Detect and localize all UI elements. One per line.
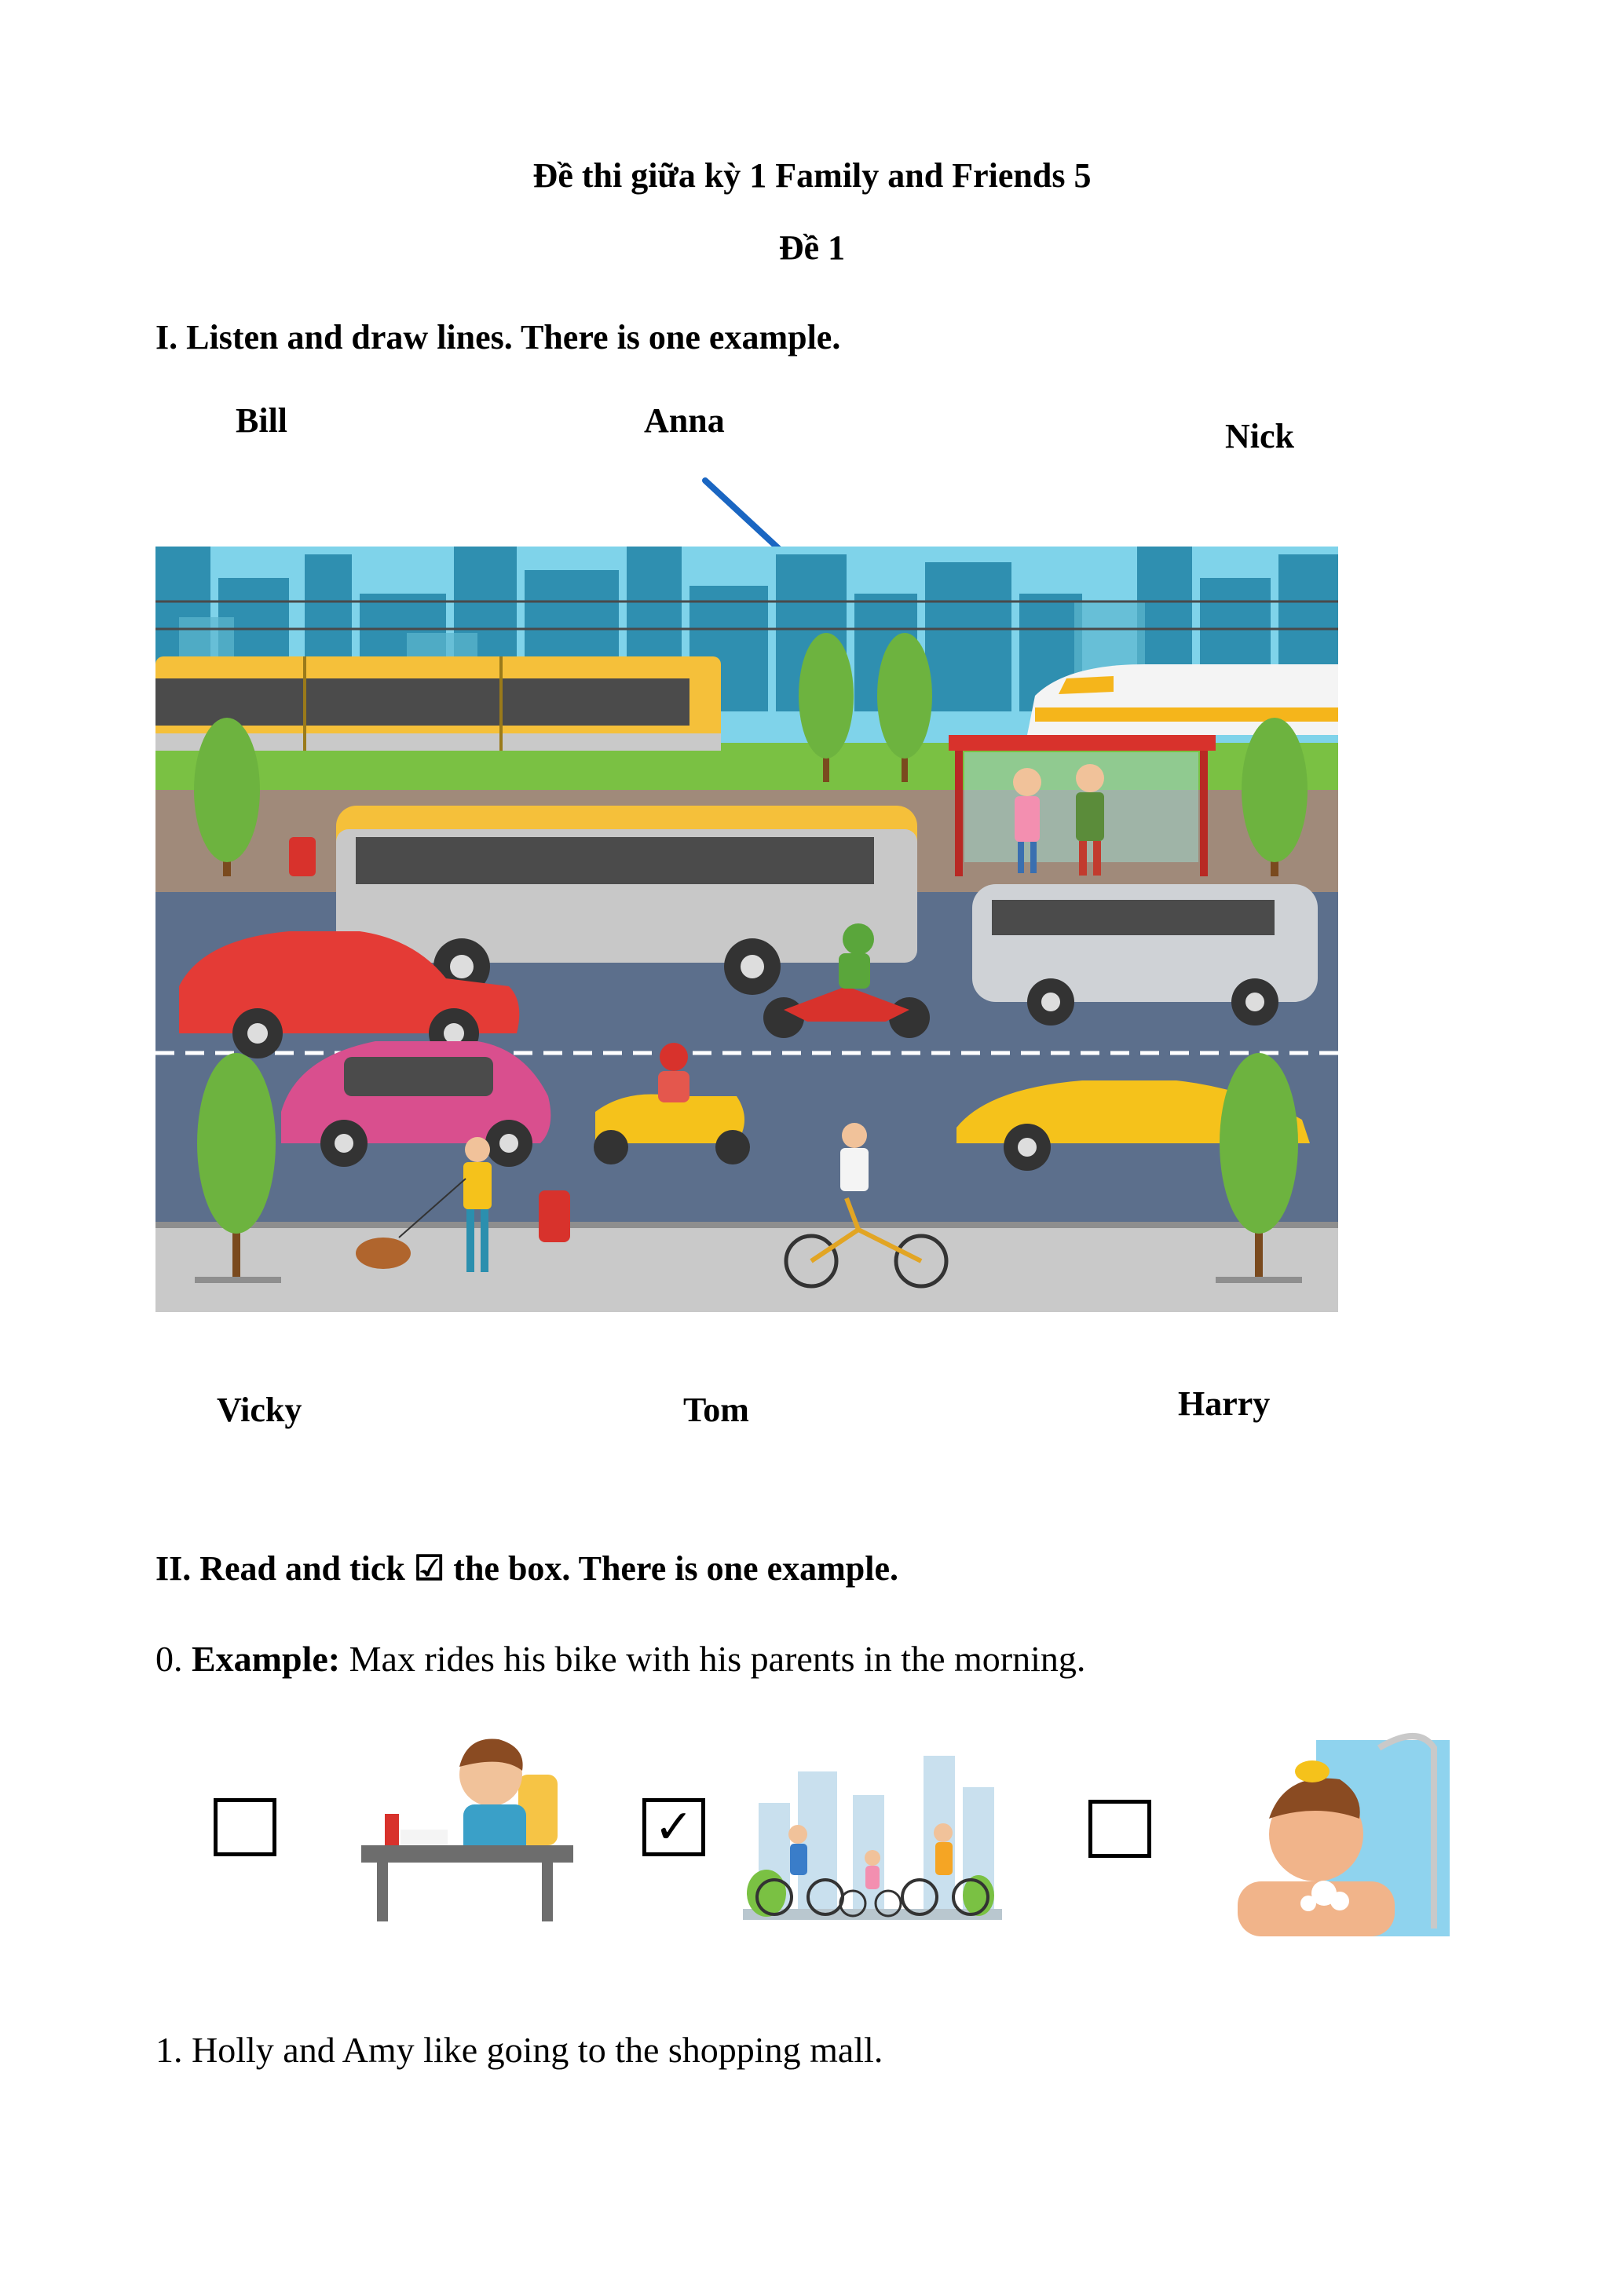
section-2-heading: II. Read and tick ☑ the box. There is one example. — [155, 1549, 898, 1588]
document-subtitle: Đề 1 — [778, 229, 846, 267]
example-sentence: Max rides his bike with his parents in the morning. — [349, 1639, 1086, 1679]
family-riding-bikes-picture — [743, 1756, 1002, 1929]
option-c-checkbox[interactable] — [1088, 1800, 1151, 1858]
boy-taking-shower-picture — [1222, 1724, 1450, 1936]
option-a-checkbox[interactable] — [214, 1798, 276, 1856]
name-nick: Nick — [1225, 417, 1294, 455]
section-1-heading: I. Listen and draw lines. There is one example. — [155, 318, 841, 356]
name-tom: Tom — [683, 1391, 749, 1429]
name-vicky: Vicky — [217, 1391, 302, 1429]
document-title: Đề thi giữa kỳ 1 Family and Friends 5 — [532, 156, 1092, 195]
option-b-checkbox[interactable]: ✓ — [642, 1798, 705, 1856]
example-sentence-line — [155, 1638, 1085, 1680]
street-scene-picture — [155, 547, 1338, 1312]
example-label: Example: — [192, 1639, 341, 1679]
name-harry: Harry — [1178, 1384, 1271, 1423]
name-bill: Bill — [236, 401, 288, 440]
name-anna: Anna — [644, 401, 725, 440]
question-1: 1. Holly and Amy like going to the shopping mall. — [155, 2030, 883, 2070]
boy-doing-homework-picture — [361, 1727, 573, 1924]
example-number: 0. — [155, 1639, 183, 1679]
